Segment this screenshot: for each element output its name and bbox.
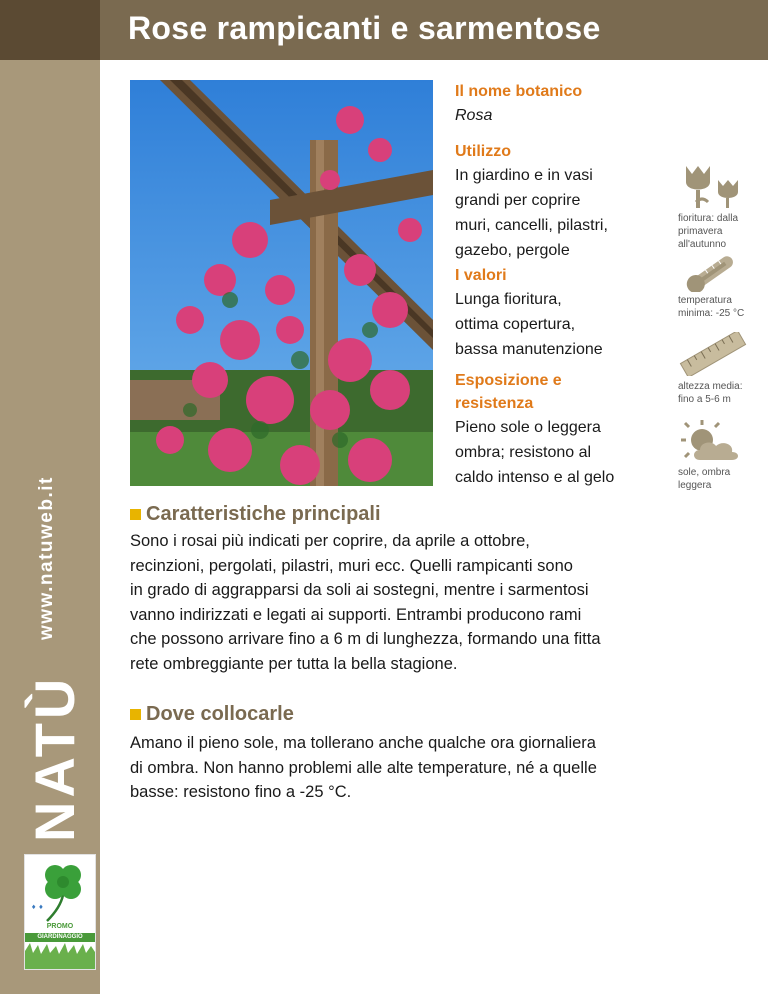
exposure-line: Pieno sole o leggera (455, 419, 601, 436)
clover-icon (25, 855, 95, 923)
paragraph-line: recinzioni, pergolati, pilastri, muri ecc. Quelli rampicanti sono (130, 556, 573, 575)
info-use (455, 140, 665, 263)
exposure-label: Esposizione e (455, 372, 562, 389)
info-botanic (455, 80, 665, 128)
exposure-line: ombra; resistono al (455, 444, 592, 461)
values-line: Lunga fioritura, (455, 291, 562, 308)
paragraph-line: vanno indirizzati e legati ai supporti. Entrambi producono rami (130, 605, 582, 624)
info-exposure (455, 369, 665, 490)
paragraph-line: basse: resistono fino a -25 °C. (130, 783, 352, 801)
caption-line: minima: -25 °C (678, 308, 745, 319)
page-title: Rose rampicanti e sarmentose (128, 10, 601, 46)
info-values (455, 264, 665, 362)
bullet-square (130, 509, 141, 520)
botanic-value: Rosa (455, 107, 493, 124)
placement-paragraph (130, 731, 750, 805)
sidebar (0, 0, 100, 994)
features-paragraph (130, 529, 750, 676)
exposure-label: resistenza (455, 395, 534, 412)
flowering-caption (678, 212, 768, 251)
ruler-icon (678, 332, 748, 376)
use-line: gazebo, pergole (455, 242, 570, 259)
values-line: ottima copertura, (455, 316, 576, 333)
caption-line: temperatura (678, 295, 732, 306)
brand-logo-text: NATÙ (23, 674, 86, 842)
use-line: muri, cancelli, pilastri, (455, 217, 608, 234)
paragraph-line: in grado di aggrapparsi da soli ai sostegni, mentre i sarmentosi (130, 581, 589, 599)
use-line: grandi per coprire (455, 192, 581, 209)
features-title: Caratteristiche principali (146, 503, 381, 525)
promo-giardinaggio-logo (24, 854, 96, 970)
caption-line: fioritura: dalla (678, 213, 739, 224)
values-line: bassa manutenzione (455, 341, 603, 358)
header-bar (100, 0, 768, 60)
sidebar-top-block (0, 0, 100, 60)
tulip-icon (678, 162, 748, 210)
caption-line: fino a 5-6 m (678, 394, 731, 405)
svg-text:♦ ♦: ♦ ♦ (31, 904, 44, 911)
temperature-caption (678, 294, 768, 320)
logo-promo-text: PROMO (46, 923, 74, 930)
paragraph-line: Sono i rosai più indicati per coprire, da aprile a ottobre, (130, 532, 530, 550)
paragraph-line: rete ombreggiante per tutta la bella stagione. (130, 654, 458, 673)
paragraph-line: che possono arrivare fino a 6 m di lunghezza, formando una fitta (130, 630, 601, 648)
height-caption (678, 380, 768, 406)
website-url[interactable]: www.natuweb.it (36, 476, 57, 640)
logo-giardinaggio-text: GIARDINAGGIO (25, 933, 95, 942)
botanic-label: Il nome botanico (455, 83, 583, 100)
thermometer-icon (678, 252, 748, 292)
caption-line: all'autunno (678, 239, 727, 250)
rose-photo (130, 80, 433, 486)
features-heading (130, 503, 381, 526)
values-label: I valori (455, 267, 507, 284)
caption-line: sole, ombra (678, 467, 731, 478)
exposure-line: caldo intenso e al gelo (455, 469, 615, 486)
placement-title: Dove collocarle (146, 703, 294, 725)
grass-decoration (25, 943, 95, 969)
caption-line: primavera (678, 226, 723, 237)
caption-line: altezza media: (678, 381, 743, 392)
paragraph-line: Amano il pieno sole, ma tollerano anche qualche ora giornaliera (130, 734, 596, 752)
placement-heading (130, 703, 294, 726)
caption-line: leggera (678, 480, 712, 491)
exposure-caption (678, 466, 768, 492)
bullet-square (130, 709, 141, 720)
use-line: In giardino e in vasi (455, 167, 593, 184)
use-label: Utilizzo (455, 143, 511, 160)
sun-cloud-icon (678, 418, 748, 466)
paragraph-line: di ombra. Non hanno problemi alle alte temperature, né a quelle (130, 758, 597, 777)
